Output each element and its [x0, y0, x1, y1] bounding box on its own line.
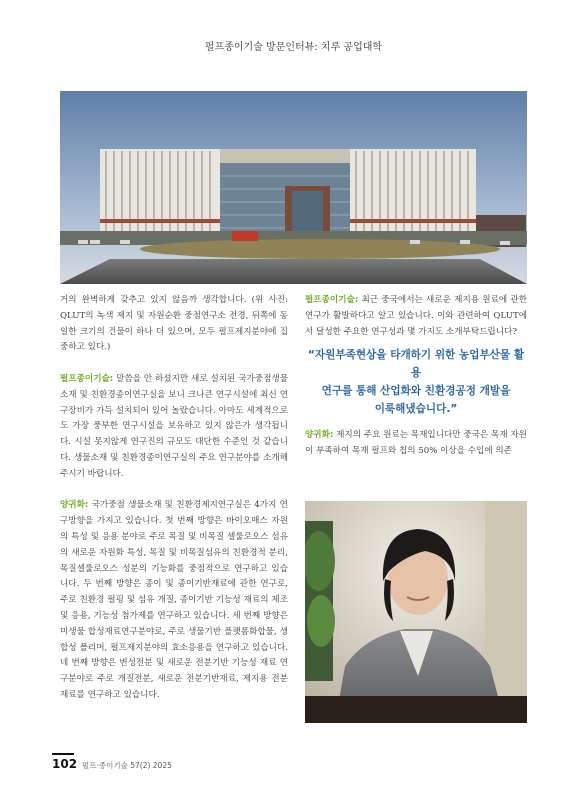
page-number: 102	[52, 757, 78, 771]
question-text: 최근 중국에서는 새로운 제지용 원료에 관한 연구가 활발하다고 알고 있습니다. 이와 관련하여 QLUT에서 달성한 주요한 연구성과 몇 가지도 소개부탁드립니다?	[305, 295, 527, 337]
pull-quote-line: “자원부족현상을 타개하기 위한 농업부산물 활용	[307, 349, 525, 380]
speaker-label: 양귀화:	[305, 430, 334, 441]
building-photo	[60, 91, 527, 284]
speaker-label: 양귀화:	[60, 500, 89, 511]
question-paragraph	[60, 372, 288, 483]
question-text: 말씀을 안 하셨지만 새로 설치된 국가중점생물소재 및 친환경종이연구실을 보니 크나큰 연구시설에 최신 연구장비가 가득 설치되어 있어 놀랐습니다. 아마도 세계적으로도 가장 풍부한 연구시설을 보유하고 있지 않은가 생각됩니다. 시설 못지않게 연구진의 규모도 대단한 수준인 것 같습니다. 생물소재 및 친환경종이연구실의 주요 연구분야를 소개해 주시기 바랍니다.	[60, 373, 288, 479]
interviewee-portrait-photo	[305, 501, 527, 723]
journal-citation: 펄프·종이기술 57(2) 2025	[82, 761, 172, 770]
left-column	[60, 293, 288, 720]
answer-paragraph	[60, 498, 288, 703]
question-paragraph	[305, 293, 527, 340]
speaker-label: 펄프종이기술:	[60, 373, 114, 384]
paragraph-continued: 거의 완벽하게 갖추고 있지 않음까 생각합니다. (위 사진: QLUT의 녹색 제지 및 자원순환 중점연구소 전경, 뒤쪽에 동일한 크기의 건물이 하나 더 있으며, 모두 펄프제지분야에 집중하고 있다.)	[60, 295, 288, 353]
footer-rule	[52, 753, 74, 755]
answer-text: 제지의 주요 원료는 목재입니다만 중국은 목재 자원이 부족하여 목재 펄프와 칩의 50% 이상을 수입에 의존	[305, 430, 527, 457]
page-footer	[52, 753, 192, 771]
answer-text: 국가중점 생물소재 및 친환경제지연구실은 4가지 연구방향을 가지고 있습니다. 첫 번째 방향은 바이오매스 자원의 특성 및 응용 분야로 주로 목질 및 비목질 셀룰로오스 섬유의 새로운 자원화 특성, 목질 및 비목질섬유의 친환경적 분리, 목질셀룰로오스 성분의 기능화를 중점적으로 연구하고 있습니다. 두 번째 방향은 종이 및 종이기반재료에 관한 연구로, 주로 친환경 펄핑 및 섬유 개질, 종이기반 기능성 재료의 제조 및 응용, 기능성 첨가제를 연구하고 있습니다. 세 번째 방향은 미생물 합성재료연구분야로, 주로 생물기반 플랫폼화합물, 생합성 폴리머, 펄프제지분야의 효소응용을 연구하고 있습니다. 네 번째 방향은 변성전분 및 새로운 전분기반 기능성 재료 연구분야로 주로 개질전분, 새로운 전분기반재료, 제지용 전분재료를 연구하고 있습니다.	[60, 500, 288, 700]
running-header: 펄프종이기술 방문인터뷰: 치루 공업대학	[204, 42, 383, 53]
pull-quote-line: 연구를 통해 산업화와 친환경공정 개발을	[321, 385, 511, 398]
answer-paragraph	[305, 428, 527, 460]
right-column	[305, 293, 527, 476]
pull-quote	[305, 346, 527, 418]
speaker-label: 펄프종이기술:	[305, 295, 359, 305]
pull-quote-line: 이룩해냈습니다.”	[374, 403, 458, 416]
